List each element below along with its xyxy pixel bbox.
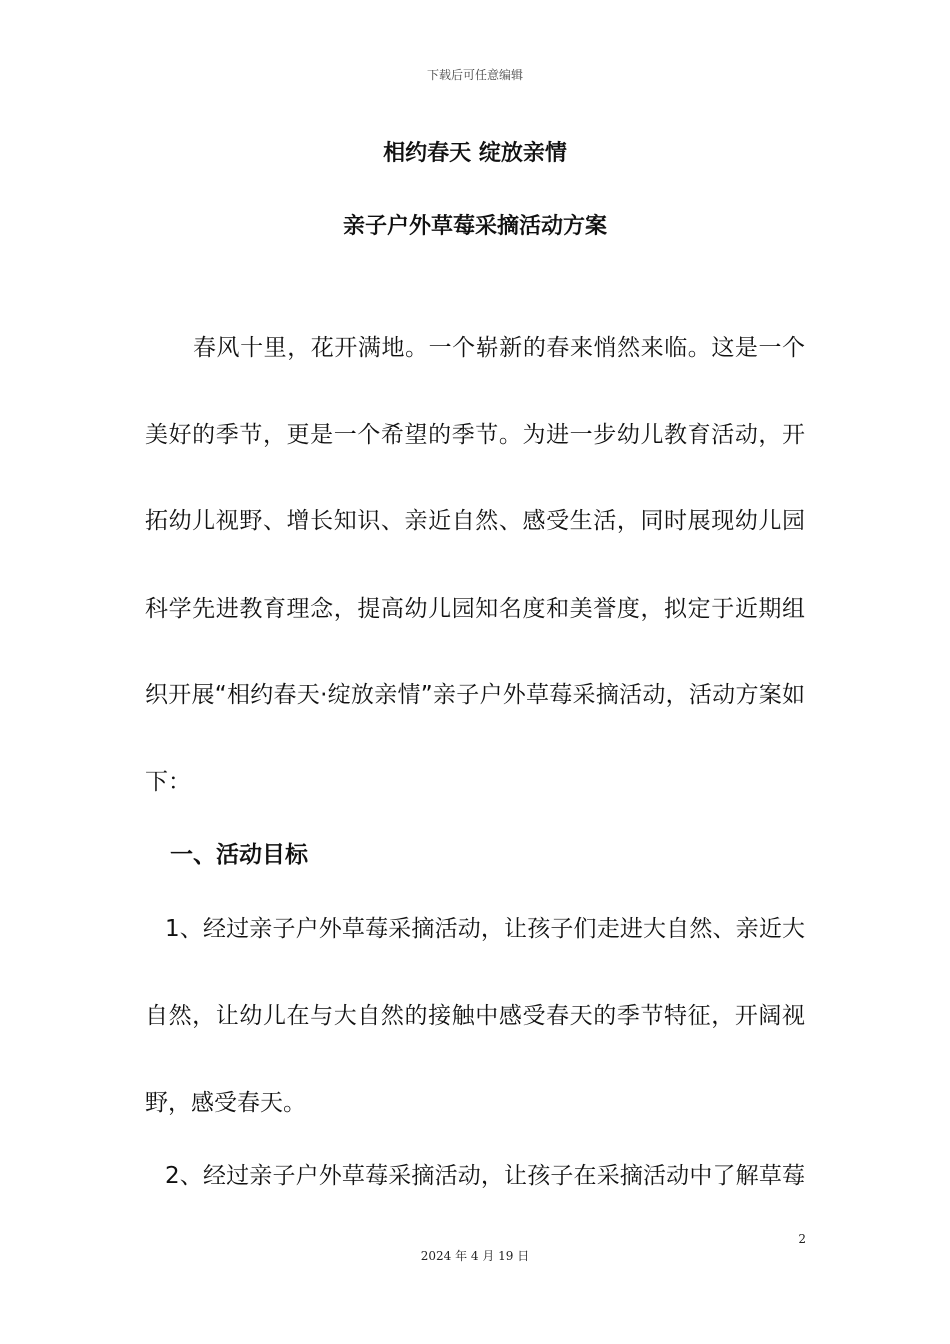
goal-item-1-line-3: 野，感受春天。: [145, 1090, 306, 1116]
document-title: 相约春天 绽放亲情: [383, 141, 567, 166]
footer-date: 2024 年 4 月 19 日: [420, 1249, 530, 1263]
page-number: 2: [798, 1232, 806, 1246]
page-header-note: 下载后可任意编辑: [426, 68, 523, 82]
intro-line-4: 科学先进教育理念，提高幼儿园知名度和美誉度，拟定于近期组: [145, 596, 805, 622]
goal-item-1-line-1: 1、经过亲子户外草莓采摘活动，让孩子们走进大自然、亲近大: [165, 916, 805, 942]
intro-line-2: 美好的季节，更是一个希望的季节。为进一步幼儿教育活动，开: [145, 422, 805, 448]
intro-line-3: 拓幼儿视野、增长知识、亲近自然、感受生活，同时展现幼儿园: [145, 508, 805, 534]
document-subtitle: 亲子户外草莓采摘活动方案: [342, 214, 607, 239]
section-heading-goals: 一、活动目标: [170, 842, 308, 868]
intro-line-1: 春风十里，花开满地。一个崭新的春来悄然来临。这是一个: [193, 335, 805, 361]
goal-item-2-line-1: 2、经过亲子户外草莓采摘活动，让孩子在采摘活动中了解草莓: [165, 1163, 805, 1189]
intro-line-6: 下：: [145, 769, 191, 795]
intro-line-5: 织开展“相约春天·绽放亲情”亲子户外草莓采摘活动，活动方案如: [145, 682, 805, 708]
goal-item-1-line-2: 自然，让幼儿在与大自然的接触中感受春天的季节特征，开阔视: [145, 1003, 805, 1029]
